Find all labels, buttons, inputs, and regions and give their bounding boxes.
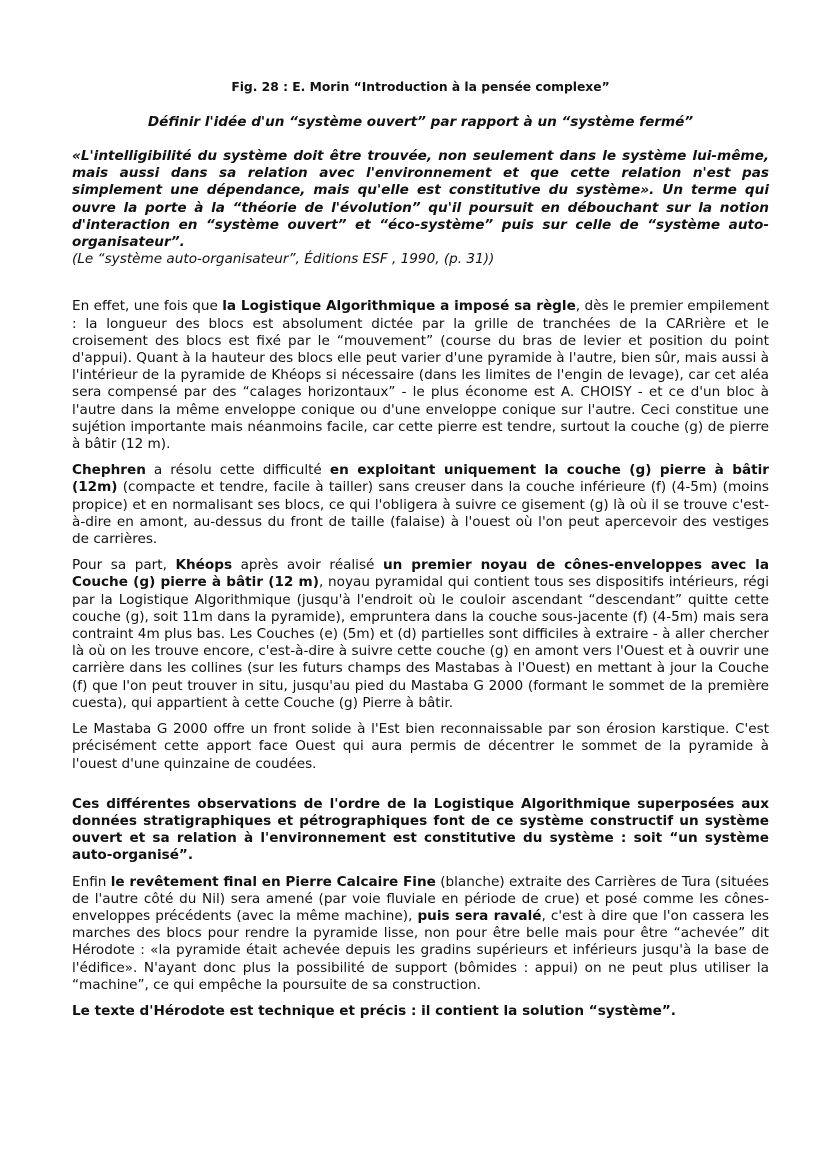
- bold-span: Khéops: [175, 557, 233, 574]
- text-span: (compacte et tendre, facile à tailler) sans creuser dans la couche inférieure (f) (4-5m) (moins propice) et en normalisant ses blocs, ce qui l'obligera à suivre ce gisement (g) là où il se trouve c'est-à-dire en amont, au-dessus du front de taille (falaise) à l'ouest où l'on peut apercevoir des vestiges de carrières.: [72, 479, 769, 548]
- final-statement: Le texte d'Hérodote est technique et précis : il contient la solution “système”.: [72, 1002, 676, 1019]
- paragraph-mastaba: Le Mastaba G 2000 offre un front solide à l'Est bien reconnaissable par son érosion karstique. C'est précisément cette apport face Ouest qui aura permis de décentrer le sommet de la pyramide à l'ouest d'une quinzaine de coudées.: [72, 721, 769, 772]
- morin-quote: «L'intelligibilité du système doit être trouvée, non seulement dans le système lui-même, mais aussi dans sa relation avec l'environnement et que cette relation n'est pas simplement une dépendance, mais qu'elle est constitutive du système». Un terme qui ouvre la porte à la “théorie de l'évolution” qu'il poursuit en débouchant sur la notion d'interaction en “système ouvert” et “éco-système” puis sur celle de “système auto-organisateur”.: [72, 148, 769, 251]
- text-span: Enfin: [72, 873, 111, 890]
- paragraph-chephren: [72, 462, 769, 548]
- subtitle: Définir l'idée d'un “système ouvert” par rapport à un “système fermé”: [147, 114, 694, 130]
- bold-span: Chephren: [72, 462, 146, 479]
- bold-span: en exploitant uniquement la couche (g) pierre à bâtir (12m): [72, 462, 769, 496]
- text-span: Pour sa part,: [72, 557, 176, 574]
- paragraph-revetement: [72, 874, 769, 994]
- paragraph-logistique: [72, 298, 769, 453]
- quote-citation: (Le “système auto-organisateur”, Éditions ESF , 1990, (p. 31)): [72, 251, 495, 268]
- bold-span: le revêtement final en Pierre Calcaire Fine: [110, 873, 436, 890]
- figure-title: Fig. 28 : E. Morin “Introduction à la pensée complexe”: [231, 80, 610, 94]
- text-span: après avoir réalisé: [232, 557, 383, 574]
- text-span: En effet, une fois que: [72, 298, 223, 315]
- paragraph-conclusion: Ces différentes observations de l'ordre de la Logistique Algorithmique superposées aux données stratigraphiques et pétrographiques font de ce système constructif un système ouvert et sa relation à l'environnement est constitutive du système : soit “un système auto-organisé”.: [72, 795, 769, 864]
- text-span: , c'est à dire que l'on cassera les marches des blocs pour rendre la pyramide lisse, non pour être belle mais pour être “achevée” dit Hérodote : «la pyramide était achevée depuis les gradins supérieurs et inférieurs jusqu'à la base de l'édifice». N'ayant donc plus la possibilité de support (bômides : appui) on ne peut plus utiliser la “machine”, ce qui empêche la poursuite de sa construction.: [72, 907, 769, 993]
- text-span: , noyau pyramidal qui contient tous ses dispositifs intérieurs, régi par la Logistique Algorithmique (jusqu'à l'endroit où le couloir ascendant “descendant” quitte cette couche (g), soit 11m dans la pyramide), empruntera dans la couche sous-jacente (f) (4-5m) mais sera contraint 4m plus bas. Les Couches (e) (5m) et (d) partielles sont difficiles à extraire - à aller chercher là où on les trouve encore, c'est-à-dire à suivre cette couche (g) en amont vers l'Ouest et à ouvrir une carrière dans les collines (sur les futurs champs des Mastabas à l'Ouest) en mettant à jour la Couche (f) que l'on peut trouver in situ, jusqu'au pied du Mastaba G 2000 (formant le sommet de la première cuesta), qui appartient à cette Couche (g) Pierre à bâtir.: [72, 574, 769, 711]
- text-span: , dès le premier empilement : la longueur des blocs est absolument dictée par la grille de tranchées de la CARrière et le croisement des blocs est fixé par le “mouvement” (course du bras de levier et position du point d'appui). Quant à la hauteur des blocs elle peut varier d'une pyramide à l'autre, bien sûr, mais aussi à l'intérieur de la pyramide de Khéops si nécessaire (dans les limites de l'engin de levage), car cet aléa sera compensé par des “calages horizontaux” - le plus économe est A. CHOISY - et ce d'un bloc à l'autre dans la même enveloppe conique ou d'une enveloppe conique sur l'autre. Ceci constitue une sujétion importante mais néanmoins facile, car cette pierre est tendre, surtout la couche (g) de pierre à bâtir (12 m).: [72, 298, 769, 453]
- text-span: (blanche) extraite des Carrières de Tura (situées de l'autre côté du Nil) sera amené (par voie fluviale en période de crue) et posé comme les cônes-enveloppes précédents (avec la même machine),: [72, 873, 769, 924]
- bold-span: un premier noyau de cônes-enveloppes avec la Couche (g) pierre à bâtir (12 m): [72, 557, 769, 591]
- text-span: a résolu cette difficulté: [145, 462, 330, 479]
- paragraph-kheops: [72, 557, 769, 712]
- bold-span: puis sera ravalé: [417, 907, 542, 924]
- bold-span: la Logistique Algorithmique a imposé sa règle: [222, 298, 576, 315]
